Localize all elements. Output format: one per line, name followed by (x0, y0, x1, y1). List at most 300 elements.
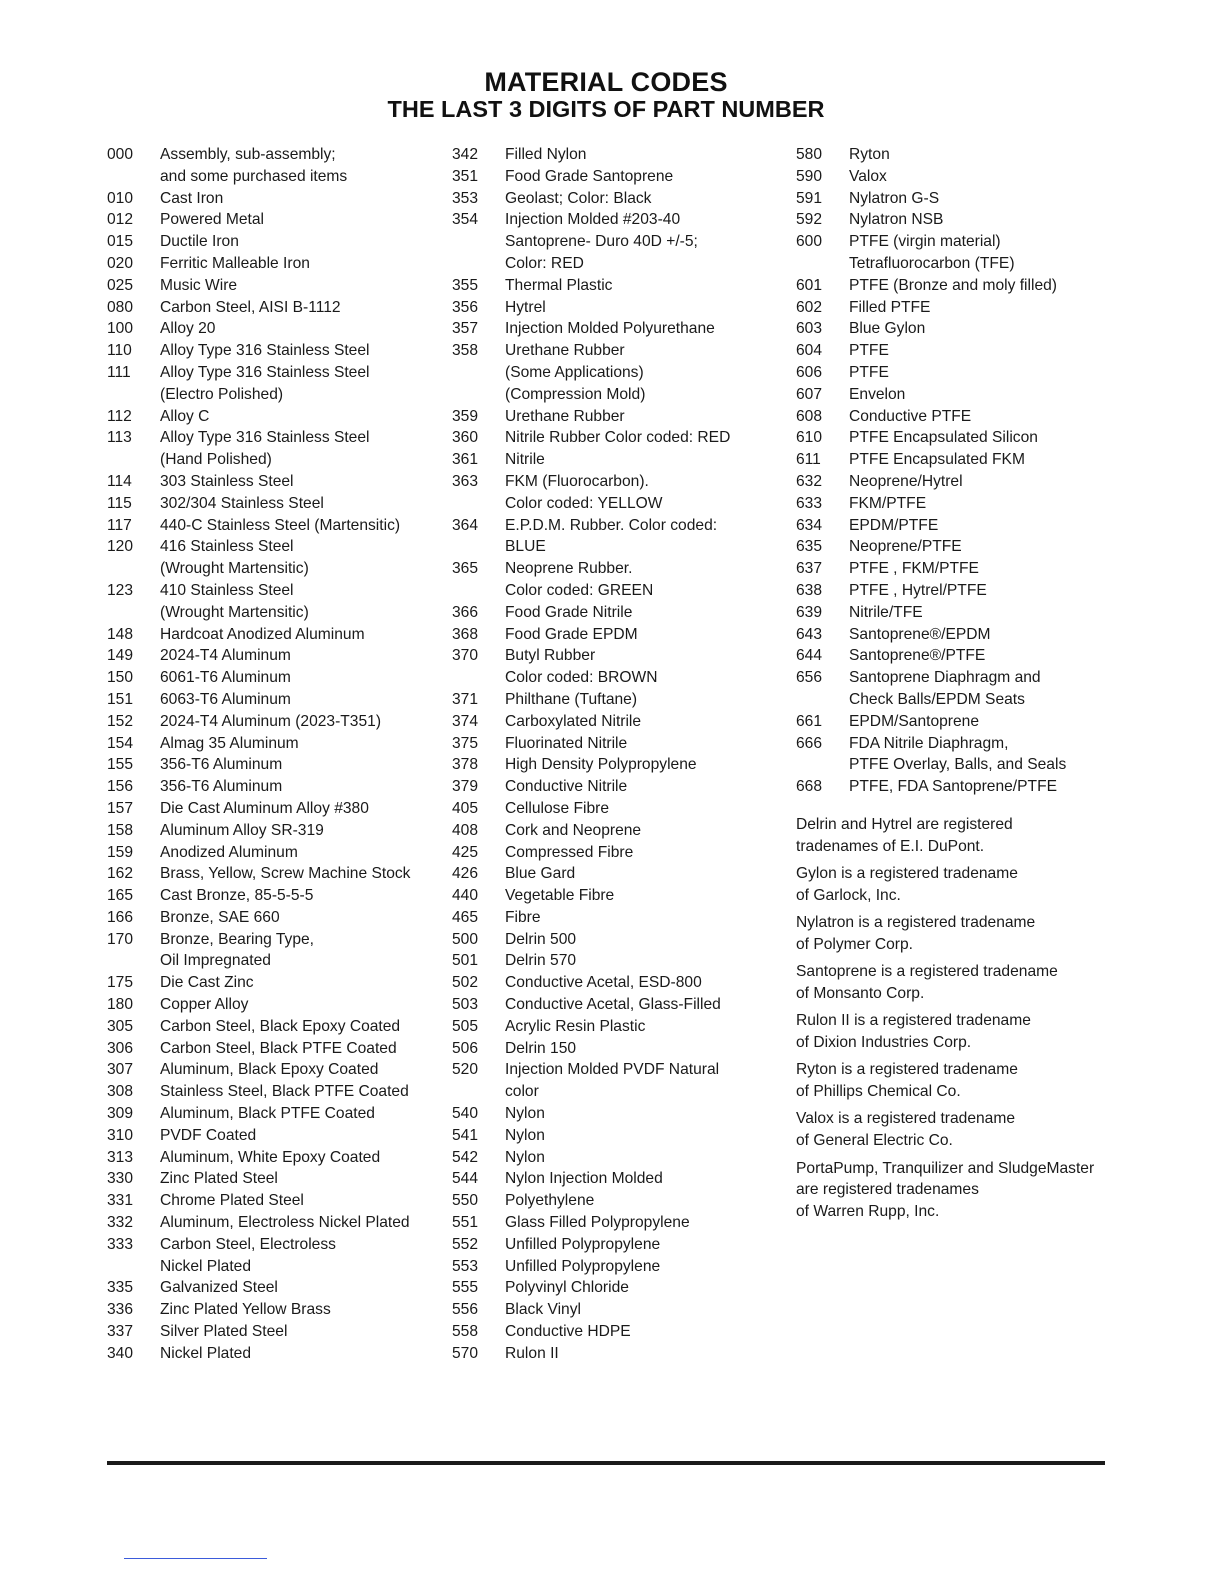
material-code-row (107, 1212, 437, 1234)
material-code: 080 (107, 298, 134, 316)
material-description: Aluminum, Black Epoxy Coated (160, 1061, 379, 1079)
material-description: Aluminum, White Epoxy Coated (160, 1148, 381, 1166)
material-code (107, 384, 160, 406)
material-code: 114 (107, 472, 132, 490)
tradename-note-line: Santoprene is a registered tradename (796, 963, 1058, 981)
material-code (452, 362, 505, 384)
material-code-row (452, 144, 782, 166)
material-code-row (796, 384, 1116, 406)
material-code: 666 (796, 734, 823, 752)
material-description: Brass, Yellow, Screw Machine Stock (160, 865, 411, 883)
material-description: Nylatron G-S (849, 189, 940, 207)
material-description: PTFE (849, 342, 889, 360)
material-code: 551 (452, 1214, 479, 1232)
material-description: FKM (Fluorocarbon). (505, 472, 649, 490)
tradename-note-line: of Dixion Industries Corp. (796, 1034, 972, 1052)
material-code-row (107, 471, 437, 493)
material-code-row (107, 1277, 437, 1299)
material-code-row (452, 994, 782, 1016)
material-description: Injection Molded Polyurethane (505, 320, 715, 338)
tradename-note-line: of Phillips Chemical Co. (796, 1083, 961, 1101)
material-code-row (796, 733, 1116, 755)
material-description: (Hand Polished) (160, 451, 272, 469)
material-code-row (452, 863, 782, 885)
material-description: Ductile Iron (160, 233, 239, 251)
material-code: 634 (796, 516, 823, 534)
material-code (107, 950, 160, 972)
material-code-row (107, 1125, 437, 1147)
material-description: Food Grade EPDM (505, 625, 638, 643)
material-code-row (452, 253, 782, 275)
tradename-note-line: of Monsanto Corp. (796, 984, 925, 1002)
material-description: Ferritic Malleable Iron (160, 254, 310, 272)
material-description: (Compression Mold) (505, 385, 646, 403)
material-code: 313 (107, 1148, 134, 1166)
material-code: 162 (107, 865, 134, 883)
material-description: and some purchased items (160, 167, 348, 185)
material-description: Zinc Plated Yellow Brass (160, 1301, 331, 1319)
material-description: Acrylic Resin Plastic (505, 1017, 646, 1035)
material-code-row (107, 318, 437, 340)
material-description: Almag 35 Aluminum (160, 734, 299, 752)
material-code-row (107, 1321, 437, 1343)
material-description: Color coded: YELLOW (505, 494, 663, 512)
material-code (107, 166, 160, 188)
material-code: 370 (452, 647, 479, 665)
material-description: Aluminum, Black PTFE Coated (160, 1105, 375, 1123)
material-description: EPDM/PTFE (849, 516, 939, 534)
material-description: Conductive Acetal, ESD-800 (505, 974, 702, 992)
material-code-row (452, 885, 782, 907)
material-code-row (452, 166, 782, 188)
material-description: PVDF Coated (160, 1126, 257, 1144)
material-description: (Wrought Martensitic) (160, 603, 309, 621)
material-code-row (452, 318, 782, 340)
material-code-row (796, 231, 1116, 253)
material-code: 553 (452, 1257, 479, 1275)
material-description: 6061-T6 Aluminum (160, 669, 291, 687)
material-code-row (452, 188, 782, 210)
material-description: 356-T6 Aluminum (160, 778, 283, 796)
material-description: Nitrile (505, 451, 545, 469)
material-code-row (452, 275, 782, 297)
material-code-row (452, 776, 782, 798)
material-code-row (796, 558, 1116, 580)
material-description: Ryton (849, 146, 890, 163)
tradename-note-line: of General Electric Co. (796, 1132, 953, 1150)
material-description: Cast Iron (160, 189, 224, 207)
material-description: Alloy Type 316 Stainless Steel (160, 429, 370, 447)
material-code-row (796, 209, 1116, 231)
material-description: Color coded: BROWN (505, 669, 658, 687)
material-code-row (796, 406, 1116, 428)
material-code-row (796, 275, 1116, 297)
material-description: (Electro Polished) (160, 385, 284, 403)
tradename-note (796, 814, 1116, 858)
material-code: 556 (452, 1301, 479, 1319)
material-description: Anodized Aluminum (160, 843, 298, 861)
material-description: Butyl Rubber (505, 647, 596, 665)
material-description: Santoprene Diaphragm and (849, 669, 1041, 687)
material-code: 335 (107, 1279, 134, 1297)
material-description: Bronze, SAE 660 (160, 908, 280, 926)
material-description: Die Cast Aluminum Alloy #380 (160, 799, 369, 817)
material-code-row (452, 645, 782, 667)
material-code: 357 (452, 320, 479, 338)
tradename-note-line: PortaPump, Tranquilizer and SludgeMaster (796, 1159, 1095, 1177)
tradename-note-line: tradenames of E.I. DuPont. (796, 837, 985, 855)
material-description: Santoprene®/PTFE (849, 647, 986, 665)
material-code-row (107, 406, 437, 428)
material-code: 117 (107, 516, 132, 534)
material-description: 440-C Stainless Steel (Martensitic) (160, 516, 401, 534)
material-description: Polyvinyl Chloride (505, 1279, 629, 1297)
page-subtitle: THE LAST 3 DIGITS OF PART NUMBER (387, 96, 825, 122)
material-description: Philthane (Tuftane) (505, 690, 638, 708)
material-code: 113 (107, 429, 132, 447)
material-description: Envelon (849, 385, 906, 403)
material-description: Hytrel (505, 298, 546, 316)
material-code: 365 (452, 560, 479, 578)
material-code: 378 (452, 756, 479, 774)
material-code: 148 (107, 625, 134, 643)
material-description: Conductive PTFE (849, 407, 972, 425)
material-description: Tetrafluorocarbon (TFE) (849, 254, 1015, 272)
tradename-note (796, 1158, 1116, 1223)
material-description: Rulon II (505, 1344, 559, 1362)
material-code: 158 (107, 821, 134, 839)
material-description: Conductive Nitrile (505, 778, 628, 796)
material-description: Oil Impregnated (160, 952, 271, 970)
material-code-row (796, 493, 1116, 515)
material-description: Bronze, Bearing Type, (160, 930, 315, 948)
material-description: Powered Metal (160, 211, 265, 229)
material-description: E.P.D.M. Rubber. Color coded: (505, 516, 718, 534)
material-code: 165 (107, 887, 134, 905)
material-description: Nylatron NSB (849, 211, 944, 229)
material-description: Delrin 570 (505, 952, 577, 970)
material-code-row (452, 711, 782, 733)
material-code: 157 (107, 799, 134, 817)
material-description: Aluminum, Electroless Nickel Plated (160, 1214, 410, 1232)
material-code: 309 (107, 1105, 134, 1123)
material-code: 639 (796, 603, 823, 621)
tradename-note-line: Valox is a registered tradename (796, 1110, 1016, 1128)
material-description: 2024-T4 Aluminum (2023-T351) (160, 712, 382, 730)
tradename-note (796, 1010, 1116, 1054)
material-code: 175 (107, 974, 134, 992)
material-code: 606 (796, 363, 823, 381)
material-code-row (107, 1256, 437, 1278)
material-code-row (107, 144, 437, 166)
material-code-row (452, 1256, 782, 1278)
material-code-row (107, 1059, 437, 1081)
material-description: 303 Stainless Steel (160, 472, 294, 490)
material-code-row (452, 733, 782, 755)
tradename-note-line: of Polymer Corp. (796, 935, 913, 953)
material-code: 170 (107, 930, 134, 948)
material-code: 159 (107, 843, 134, 861)
material-code-row (107, 1103, 437, 1125)
material-code-row (796, 297, 1116, 319)
material-code: 337 (107, 1323, 134, 1341)
material-code-row (452, 580, 782, 602)
material-code: 638 (796, 581, 823, 599)
material-code: 310 (107, 1126, 134, 1144)
material-code-row (796, 711, 1116, 733)
material-code (107, 1256, 160, 1278)
material-code: 592 (796, 211, 823, 229)
material-code: 305 (107, 1017, 134, 1035)
material-description: FKM/PTFE (849, 494, 927, 512)
material-code-row (796, 166, 1116, 188)
material-code: 115 (107, 494, 132, 512)
material-description: Cast Bronze, 85-5-5-5 (160, 887, 314, 905)
material-description: 2024-T4 Aluminum (160, 647, 291, 665)
material-code-row (107, 1038, 437, 1060)
material-code-row (452, 1103, 782, 1125)
material-code (452, 384, 505, 406)
material-description: Cellulose Fibre (505, 799, 610, 817)
material-code: 351 (452, 167, 479, 185)
material-code: 151 (107, 690, 134, 708)
material-code: 111 (107, 363, 131, 381)
material-code-row (796, 754, 1116, 776)
material-description: Thermal Plastic (505, 276, 613, 294)
material-code-row (107, 1168, 437, 1190)
tradename-note-line: Ryton is a registered tradename (796, 1061, 1018, 1079)
material-description: Black Vinyl (505, 1301, 581, 1319)
material-description: Nitrile Rubber Color coded: RED (505, 429, 731, 447)
material-code: 520 (452, 1061, 479, 1079)
material-code: 358 (452, 342, 479, 360)
material-description: Carbon Steel, Electroless (160, 1235, 336, 1253)
material-code (452, 667, 505, 689)
material-code-row (452, 297, 782, 319)
material-code (452, 493, 505, 515)
material-description: Santoprene®/EPDM (849, 625, 991, 643)
material-code-row (107, 427, 437, 449)
material-code-row (107, 362, 437, 384)
material-description: Color: RED (505, 254, 584, 272)
material-code-row (796, 427, 1116, 449)
material-code-row (107, 297, 437, 319)
material-description: Nylon Injection Molded (505, 1170, 663, 1188)
material-code-row (107, 820, 437, 842)
material-description: Valox (849, 167, 887, 185)
material-code-row (452, 842, 782, 864)
material-code-row (107, 972, 437, 994)
material-code-row (107, 1234, 437, 1256)
material-code-row (452, 515, 782, 537)
material-code-row (452, 427, 782, 449)
material-code-row (107, 907, 437, 929)
material-code-row (107, 863, 437, 885)
material-description: Urethane Rubber (505, 342, 625, 360)
tradename-note-line: Gylon is a registered tradename (796, 865, 1018, 882)
material-column-3 (796, 144, 1116, 1228)
material-code-row (107, 733, 437, 755)
material-code: 603 (796, 320, 823, 338)
material-code: 661 (796, 712, 823, 730)
material-code: 465 (452, 908, 479, 926)
material-code (796, 253, 849, 275)
material-description: FDA Nitrile Diaphragm, (849, 734, 1009, 752)
material-code-row (107, 994, 437, 1016)
material-code-row (452, 602, 782, 624)
material-code: 123 (107, 581, 134, 599)
material-description: Filled Nylon (505, 146, 587, 163)
material-code-row (796, 340, 1116, 362)
material-description: Fluorinated Nitrile (505, 734, 628, 752)
material-code: 644 (796, 647, 823, 665)
material-code-row (796, 449, 1116, 471)
material-code: 112 (107, 407, 132, 425)
tradename-note-line: of Warren Rupp, Inc. (796, 1203, 940, 1221)
material-code-row (107, 776, 437, 798)
material-code: 025 (107, 276, 134, 294)
material-code (107, 602, 160, 624)
material-code-row (107, 711, 437, 733)
material-description: Vegetable Fibre (505, 887, 615, 905)
material-description: PTFE (virgin material) (849, 233, 1001, 251)
material-description: Injection Molded #203-40 (505, 211, 681, 229)
material-description: Check Balls/EPDM Seats (849, 690, 1025, 708)
material-code: 364 (452, 516, 479, 534)
tradename-note-line: are registered tradenames (796, 1181, 979, 1199)
material-description: Nylon (505, 1126, 545, 1144)
material-code-row (107, 929, 437, 951)
material-description: Alloy Type 316 Stainless Steel (160, 342, 370, 360)
material-code-row (452, 1059, 782, 1081)
material-code-row (796, 253, 1116, 275)
material-description: PTFE (Bronze and moly filled) (849, 276, 1057, 294)
material-description: Urethane Rubber (505, 407, 625, 425)
material-code: 542 (452, 1148, 479, 1166)
material-description: Carbon Steel, Black Epoxy Coated (160, 1017, 401, 1035)
tradename-note (796, 961, 1116, 1005)
material-code-row (452, 1343, 782, 1365)
material-code (107, 558, 160, 580)
material-code: 000 (107, 146, 134, 163)
material-description: Food Grade Nitrile (505, 603, 633, 621)
material-code: 331 (107, 1192, 134, 1210)
material-description: Aluminum Alloy SR-319 (160, 821, 324, 839)
material-code (452, 1081, 505, 1103)
material-code: 366 (452, 603, 479, 621)
material-code-row (796, 471, 1116, 493)
material-description: Stainless Steel, Black PTFE Coated (160, 1083, 409, 1101)
material-code-row (107, 231, 437, 253)
material-code-row (452, 689, 782, 711)
material-code-row (107, 515, 437, 537)
material-code (796, 689, 849, 711)
material-code-row (107, 580, 437, 602)
material-code-row (796, 624, 1116, 646)
material-code: 500 (452, 930, 479, 948)
tradename-note (796, 863, 1116, 907)
material-code (107, 449, 160, 471)
material-code-row (452, 209, 782, 231)
tradename-notes (796, 814, 1116, 1223)
material-description: Nickel Plated (160, 1257, 252, 1275)
material-code-row (107, 253, 437, 275)
material-description: Neoprene/PTFE (849, 538, 962, 556)
material-description: PTFE , Hytrel/PTFE (849, 581, 987, 599)
material-description: color (505, 1083, 539, 1101)
material-code-row (107, 1190, 437, 1212)
material-column-1 (107, 144, 437, 1365)
material-description: Neoprene Rubber. (505, 560, 633, 578)
material-code: 610 (796, 429, 823, 447)
material-code: 156 (107, 778, 134, 796)
material-code-row (796, 645, 1116, 667)
material-code: 503 (452, 996, 479, 1014)
material-description: Carboxylated Nitrile (505, 712, 642, 730)
material-code-row (107, 645, 437, 667)
material-description: Silver Plated Steel (160, 1323, 288, 1341)
material-code: 502 (452, 974, 479, 992)
material-code: 541 (452, 1126, 479, 1144)
material-code: 544 (452, 1170, 479, 1188)
material-description: Santoprene- Duro 40D +/-5; (505, 233, 698, 251)
material-code: 342 (452, 146, 479, 163)
material-description: Food Grade Santoprene (505, 167, 674, 185)
material-code: 555 (452, 1279, 479, 1297)
material-description: PTFE, FDA Santoprene/PTFE (849, 778, 1057, 796)
material-description: Color coded: GREEN (505, 581, 654, 599)
material-code-row (796, 515, 1116, 537)
material-code (452, 580, 505, 602)
material-description: Nickel Plated (160, 1344, 252, 1362)
material-code-row (452, 1234, 782, 1256)
material-column-2 (452, 144, 782, 1365)
material-code: 012 (107, 211, 134, 229)
material-code-row (107, 689, 437, 711)
material-description: Music Wire (160, 276, 238, 294)
material-code-row (107, 624, 437, 646)
material-code: 150 (107, 669, 134, 687)
material-description: 416 Stainless Steel (160, 538, 294, 556)
material-code: 166 (107, 908, 134, 926)
material-code-row (107, 188, 437, 210)
tradename-note-line: Rulon II is a registered tradename (796, 1012, 1031, 1030)
material-code-row (452, 820, 782, 842)
material-code: 600 (796, 233, 823, 251)
material-code: 375 (452, 734, 479, 752)
material-code-row (452, 1016, 782, 1038)
material-code-row (796, 580, 1116, 602)
material-description: 410 Stainless Steel (160, 581, 294, 599)
material-description: 302/304 Stainless Steel (160, 494, 324, 512)
material-code: 570 (452, 1344, 479, 1362)
material-code-row (452, 1168, 782, 1190)
material-description: Neoprene/Hytrel (849, 472, 963, 490)
material-code: 371 (452, 690, 479, 708)
material-code-row (107, 558, 437, 580)
material-code-row (452, 798, 782, 820)
material-code-row (107, 166, 437, 188)
material-code: 361 (452, 451, 479, 469)
material-code-row (452, 449, 782, 471)
material-code: 632 (796, 472, 823, 490)
material-code: 607 (796, 385, 823, 403)
material-code-row (452, 231, 782, 253)
material-code-row (452, 406, 782, 428)
material-code-row (452, 1147, 782, 1169)
material-description: PTFE Encapsulated Silicon (849, 429, 1038, 447)
material-description: Zinc Plated Steel (160, 1170, 278, 1188)
